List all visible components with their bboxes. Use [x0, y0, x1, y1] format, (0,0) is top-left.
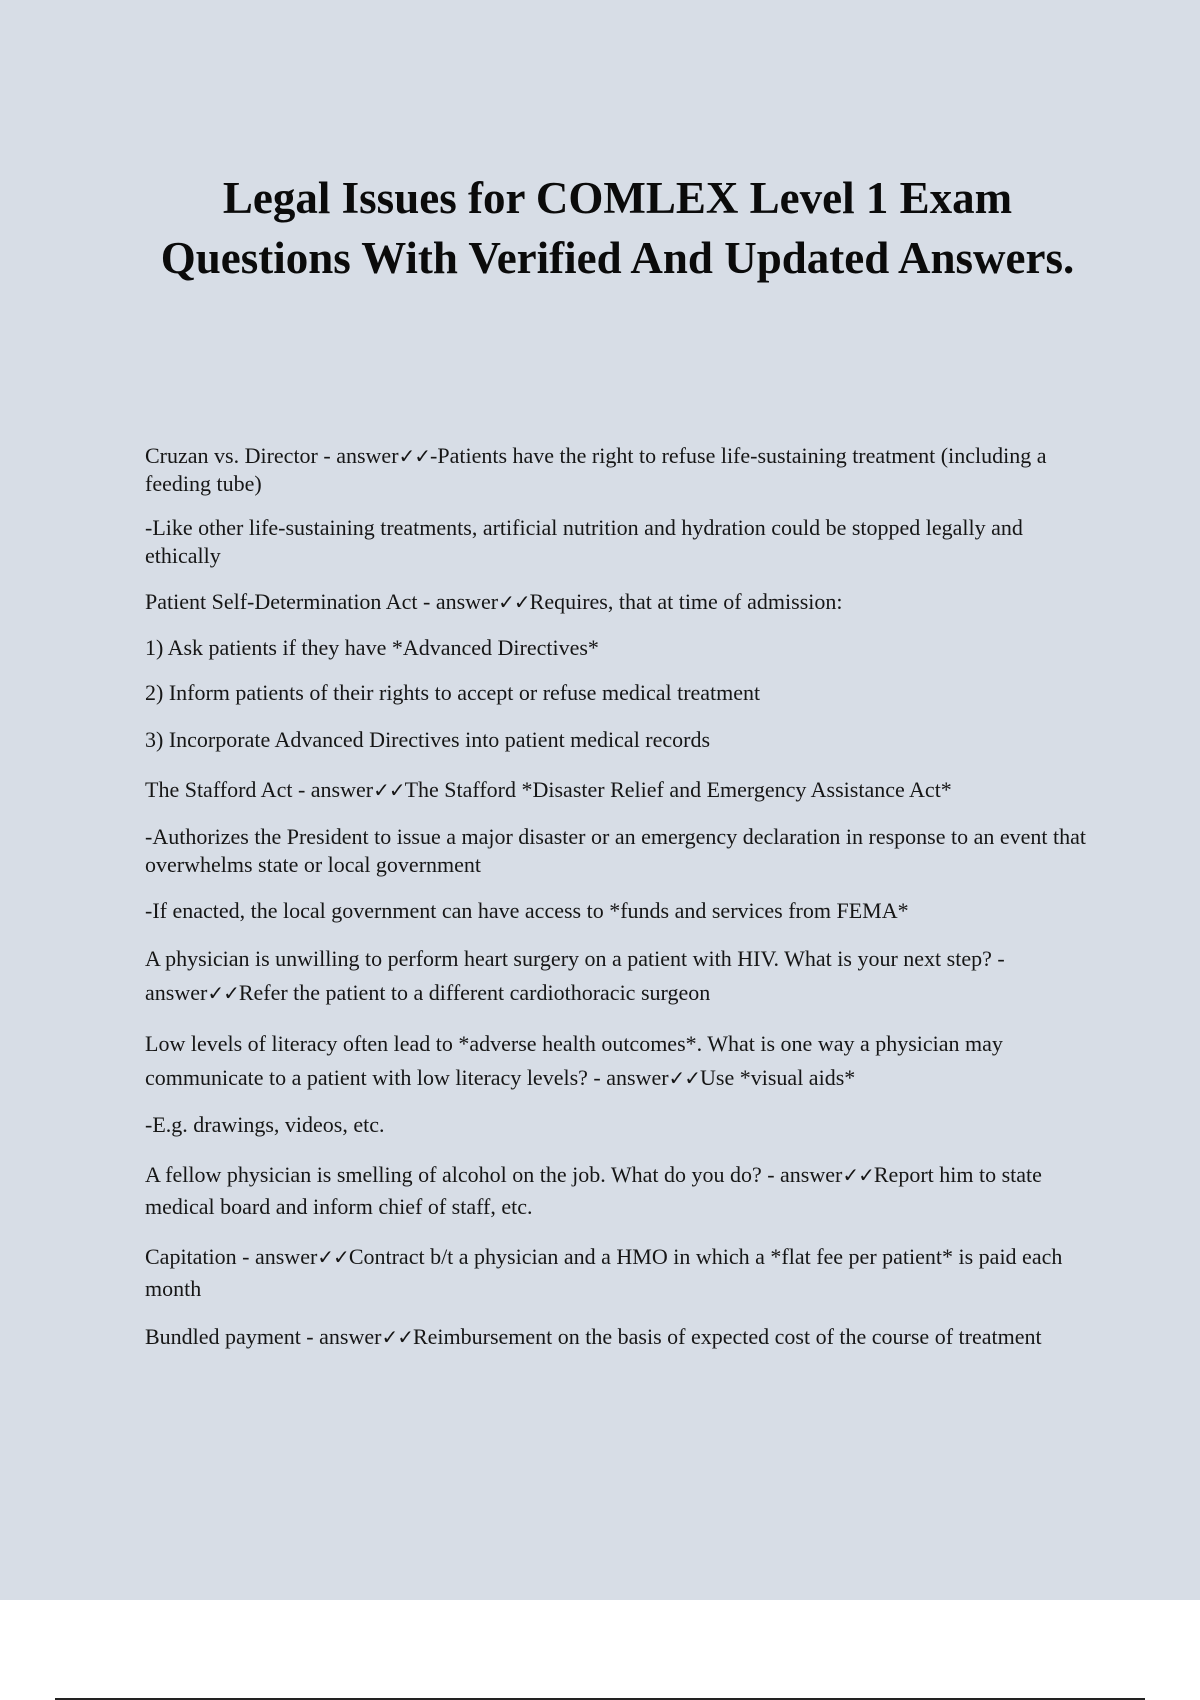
question-text: Capitation - answer — [145, 1244, 318, 1269]
qa-paragraph — [145, 897, 1095, 925]
qa-paragraph — [145, 776, 1095, 804]
answer-text: 3) Incorporate Advanced Directives into patient medical records — [145, 727, 711, 752]
answer-text: Requires, that at time of admission: — [529, 589, 843, 614]
answer-text: -Authorizes the President to issue a major disaster or an emergency declaration in response to an event that overwhelms state or local government — [145, 824, 1087, 877]
question-text: Patient Self-Determination Act - answer — [145, 589, 499, 614]
qa-paragraph — [145, 514, 1095, 570]
question-text: A physician is unwilling to perform heart surgery on a patient with HIV. What is your next step? - answer — [145, 946, 1005, 1005]
answer-text: The Stafford *Disaster Relief and Emergency Assistance Act* — [404, 777, 952, 802]
page-footer — [0, 1600, 1200, 1700]
qa-content — [145, 442, 1095, 1351]
checkmark-icon: ✓✓ — [842, 1163, 874, 1187]
question-text: Cruzan vs. Director - answer — [145, 443, 399, 468]
answer-text: Contract b/t a physician and a HMO in which a *flat fee per patient* is paid each month — [145, 1244, 1063, 1301]
question-text: Bundled payment - answer — [145, 1324, 382, 1349]
checkmark-icon: ✓✓ — [498, 590, 530, 614]
answer-text: -Like other life-sustaining treatments, artificial nutrition and hydration could be stopped legally and ethically — [145, 515, 1023, 568]
qa-paragraph — [145, 1027, 1095, 1095]
question-text: The Stafford Act - answer — [145, 777, 374, 802]
qa-paragraph — [145, 1159, 1095, 1223]
answer-text: Refer the patient to a different cardiothoracic surgeon — [238, 980, 711, 1005]
qa-paragraph — [145, 823, 1095, 879]
checkmark-icon: ✓✓ — [398, 444, 431, 468]
checkmark-icon: ✓✓ — [668, 1066, 701, 1090]
answer-text: -E.g. drawings, videos, etc. — [145, 1112, 385, 1137]
qa-paragraph — [145, 634, 1095, 662]
qa-paragraph — [145, 588, 1095, 616]
answer-text: Reimbursement on the basis of expected cost of the course of treatment — [412, 1324, 1042, 1349]
qa-paragraph — [145, 942, 1095, 1010]
document-title: Legal Issues for COMLEX Level 1 Exam Questions With Verified And Updated Answers. — [160, 173, 1075, 283]
qa-paragraph — [145, 442, 1095, 498]
answer-text: 2) Inform patients of their rights to accept or refuse medical treatment — [145, 680, 761, 705]
question-text: A fellow physician is smelling of alcohol on the job. What do you do? - answer — [145, 1162, 843, 1187]
checkmark-icon: ✓✓ — [373, 778, 405, 802]
answer-text: Use *visual aids* — [700, 1065, 856, 1090]
answer-text: -Patients have the right to refuse life-sustaining treatment (including a feeding tube) — [145, 443, 1047, 496]
qa-paragraph — [145, 1323, 1095, 1351]
qa-paragraph — [145, 726, 1095, 754]
checkmark-icon: ✓✓ — [317, 1245, 349, 1269]
qa-paragraph — [145, 679, 1095, 707]
answer-text: -If enacted, the local government can have access to *funds and services from FEMA* — [145, 898, 909, 923]
qa-paragraph — [145, 1241, 1095, 1305]
answer-text: Report him to state medical board and inform chief of staff, etc. — [145, 1162, 1042, 1219]
question-text: Low levels of literacy often lead to *adverse health outcomes*. What is one way a physician may communicate to a patient with low literacy levels? - answer — [145, 1031, 1003, 1090]
checkmark-icon: ✓✓ — [381, 1325, 413, 1349]
answer-text: 1) Ask patients if they have *Advanced Directives* — [145, 635, 599, 660]
checkmark-icon: ✓✓ — [207, 981, 239, 1005]
qa-paragraph — [145, 1111, 1095, 1139]
